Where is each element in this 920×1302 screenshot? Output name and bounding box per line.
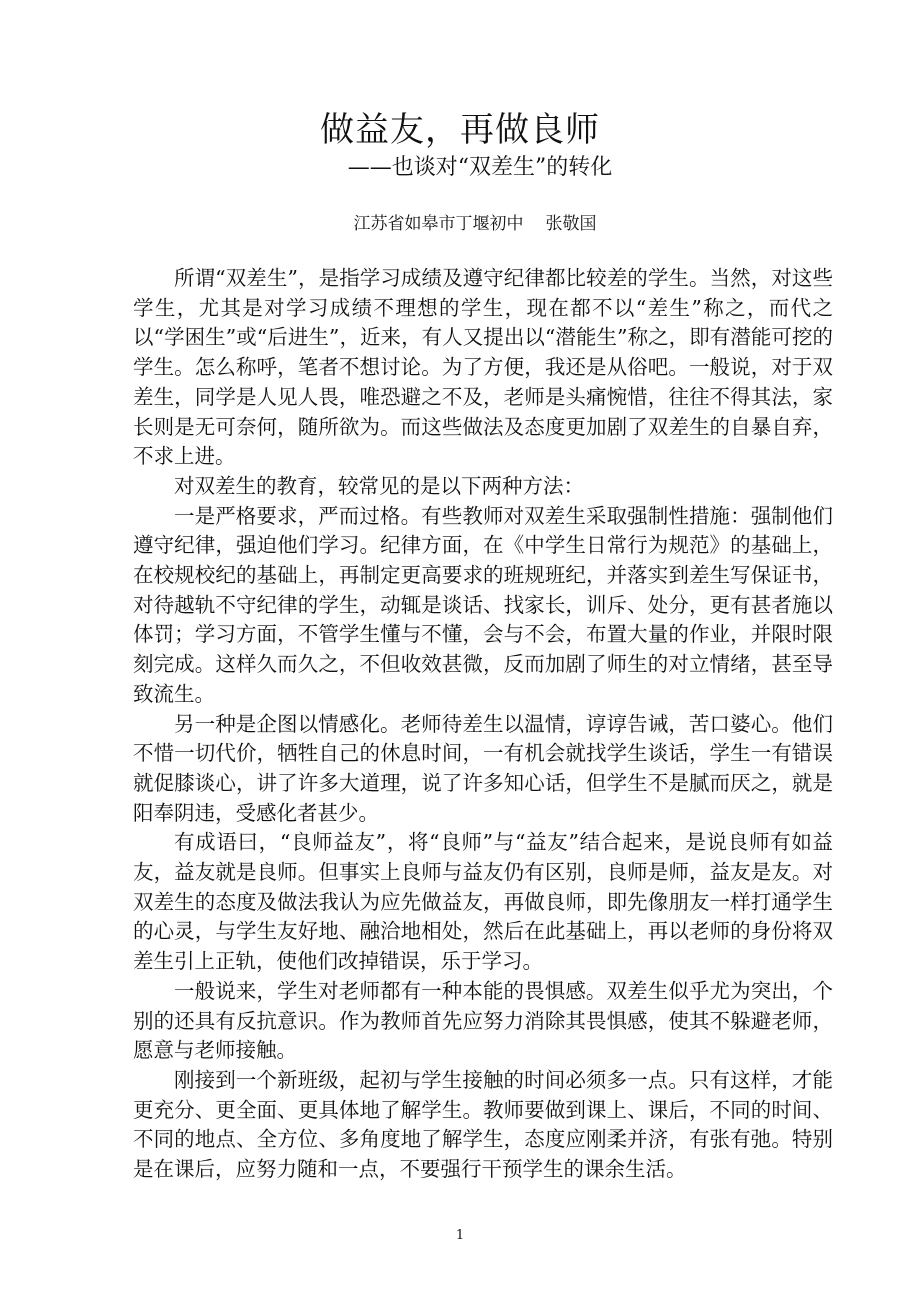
author-name: 张敬国: [545, 214, 597, 234]
byline: [0, 210, 920, 238]
article-subtitle: ——也谈对“双差生”的转化: [347, 155, 613, 180]
article-body: [133, 264, 833, 1185]
paragraph-6: 一般说来，学生对老师都有一种本能的畏惧感。双差生似乎尤为突出，个别的还具有反抗意识。作为教师首先应努力消除其畏惧感，使其不躲避老师，愿意与老师接触。: [133, 978, 833, 1063]
paragraph-1: 所谓“双差生”，是指学习成绩及遵守纪律都比较差的学生。当然，对这些学生，尤其是对学习成绩不理想的学生，现在都不以“差生”称之，而代之以“学困生”或“后进生”，近来，有人又提出以“潜能生”称之，即有潜能可挖的学生。怎么称呼，笔者不想讨论。为了方便，我还是从俗吧。一般说，对于双差生，同学是人见人畏，唯恐避之不及，老师是头痛惋惜，往往不得其法，家长则是无可奈何，随所欲为。而这些做法及态度更加剧了双差生的自暴自弃，不求上进。: [133, 266, 833, 469]
paragraph-3: 一是严格要求，严而过格。有些教师对双差生采取强制性措施：强制他们遵守纪律，强迫他们学习。纪律方面，在《中学生日常行为规范》的基础上，在校规校纪的基础上，再制定更高要求的班规班纪，并落实到差生写保证书，对待越轨不守纪律的学生，动辄是谈话、找家长，训斥、处分，更有甚者施以体罚；学习方面，不管学生懂与不懂，会与不会，布置大量的作业，并限时限刻完成。这样久而久之，不但收效甚微，反而加剧了师生的对立情绪，甚至导致流生。: [133, 503, 833, 706]
author-affiliation: 江苏省如皋市丁堰初中: [353, 214, 524, 234]
article-title: 做益友，再做良师: [320, 110, 600, 150]
paragraph-4: 另一种是企图以情感化。老师待差生以温情，谆谆告诫，苦口婆心。他们不惜一切代价，牺牲自己的休息时间，一有机会就找学生谈话，学生一有错误就促膝谈心，讲了许多大道理，说了许多知心话，但学生不是腻而厌之，就是阳奉阴违，受感化者甚少。: [133, 711, 833, 825]
paragraph-2: 对双差生的教育，较常见的是以下两种方法：: [174, 473, 584, 498]
paragraph-5: 有成语曰，“良师益友”，将“良师”与“益友”结合起来，是说良师有如益友，益友就是良师。但事实上良师与益友仍有区别，良师是师，益友是友。对双差生的态度及做法我认为应先做益友，再做良师，即先像朋友一样打通学生的心灵，与学生友好地、融洽地相处，然后在此基础上，再以老师的身份将双差生引上正轨，使他们改掉错误，乐于学习。: [133, 830, 833, 974]
paragraph-7: 刚接到一个新班级，起初与学生接触的时间必须多一点。只有这样，才能更充分、更全面、更具体地了解学生。教师要做到课上、课后，不同的时间、不同的地点、全方位、多角度地了解学生，态度应刚柔并济，有张有弛。特别是在课后，应努力随和一点，不要强行干预学生的课余生活。: [133, 1067, 833, 1182]
page-number: 1: [455, 1228, 465, 1243]
